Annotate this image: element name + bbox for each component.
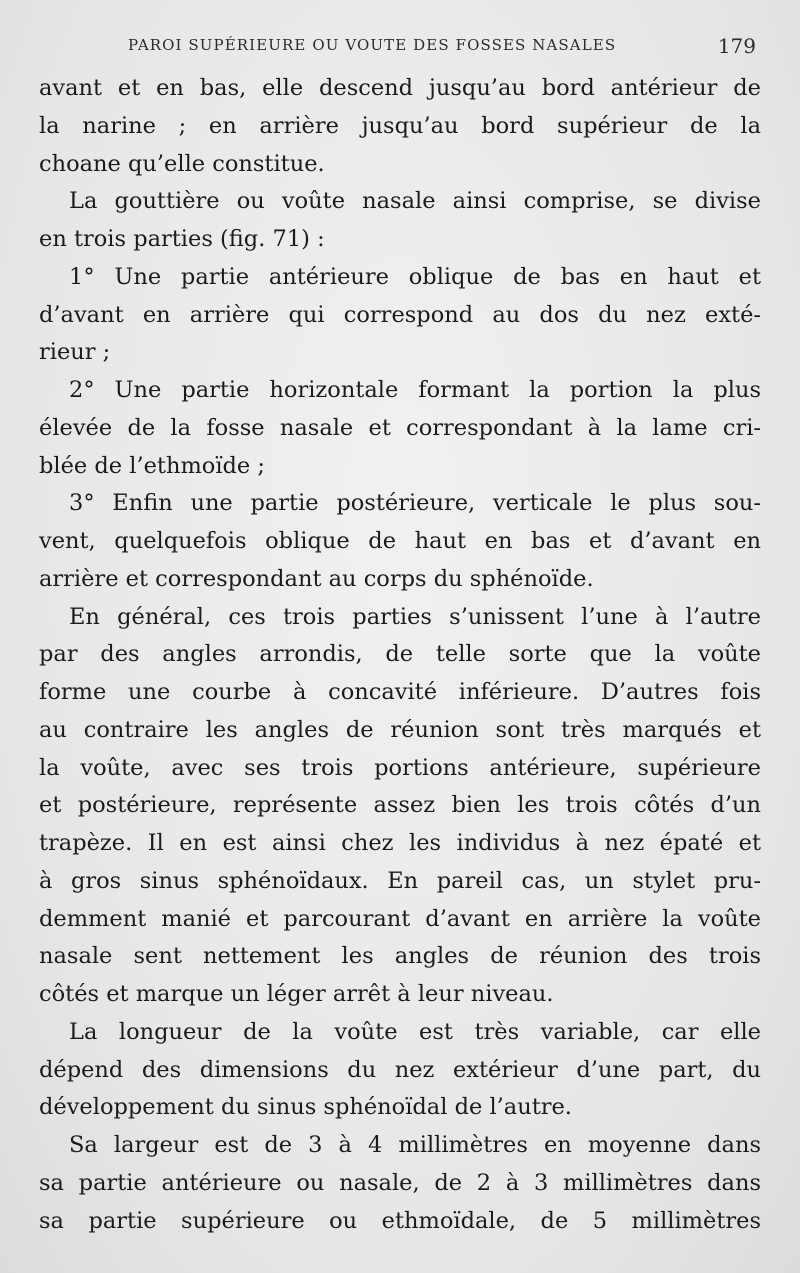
- text-line: 3° Enfin une partie postérieure, verticale le plus sou-: [69, 490, 761, 517]
- text-line: à gros sinus sphénoïdaux. En pareil cas, un stylet pru-: [39, 867, 761, 894]
- text-line: et postérieure, représente assez bien les trois côtés d’un: [39, 792, 761, 819]
- text-line: La longueur de la voûte est très variable, car elle: [69, 1018, 761, 1045]
- text-line: demment manié et parcourant d’avant en arrière la voûte: [39, 905, 761, 932]
- text-line: arrière et correspondant au corps du sphénoïde.: [39, 565, 594, 592]
- text-line: forme une courbe à concavité inférieure. D’autres fois: [39, 679, 761, 705]
- text-line: 2° Une partie horizontale formant la portion la plus: [69, 377, 761, 403]
- text-line: élevée de la fosse nasale et correspondant à la lame cri-: [39, 414, 761, 441]
- text-line: blée de l’ethmoïde ;: [39, 452, 265, 479]
- text-line: choane qu’elle constitue.: [39, 150, 325, 177]
- text-line: trapèze. Il en est ainsi chez les individus à nez épaté et: [39, 830, 761, 856]
- text-line: vent, quelquefois oblique de haut en bas et d’avant en: [39, 528, 761, 554]
- text-line: par des angles arrondis, de telle sorte que la voûte: [39, 641, 761, 668]
- text-line: au contraire les angles de réunion sont très marqués et: [39, 716, 761, 743]
- text-line: rieur ;: [39, 339, 111, 366]
- text-line: avant et en bas, elle descend jusqu’au bord antérieur de: [39, 75, 761, 101]
- text-line: La gouttière ou voûte nasale ainsi comprise, se divise: [69, 188, 761, 215]
- text-line: en trois parties (fig. 71) :: [39, 226, 325, 252]
- text-line: d’avant en arrière qui correspond au dos du nez exté-: [39, 301, 761, 328]
- text-line: côtés et marque un léger arrêt à leur niveau.: [39, 981, 554, 1007]
- text-line: dépend des dimensions du nez extérieur d’une part, du: [39, 1056, 761, 1083]
- running-head: [0, 36, 800, 62]
- text-line: la narine ; en arrière jusqu’au bord supérieur de la: [39, 112, 761, 139]
- text-line: En général, ces trois parties s’unissent l’une à l’autre: [69, 603, 761, 630]
- text-line: 1° Une partie antérieure oblique de bas en haut et: [69, 263, 761, 290]
- text-line: la voûte, avec ses trois portions antérieure, supérieure: [39, 754, 761, 781]
- running-title: PAROI SUPÉRIEURE OU VOUTE DES FOSSES NASALES: [128, 36, 617, 54]
- text-line: développement du sinus sphénoïdal de l’autre.: [39, 1094, 572, 1121]
- text-line: sa partie antérieure ou nasale, de 2 à 3 millimètres dans: [39, 1169, 761, 1196]
- page-number: 179: [717, 34, 756, 58]
- text-line: nasale sent nettement les angles de réunion des trois: [39, 943, 761, 970]
- text-line: Sa largeur est de 3 à 4 millimètres en moyenne dans: [69, 1132, 761, 1158]
- body-text: [39, 70, 761, 1240]
- text-line: sa partie supérieure ou ethmoïdale, de 5 millimètres: [39, 1207, 761, 1234]
